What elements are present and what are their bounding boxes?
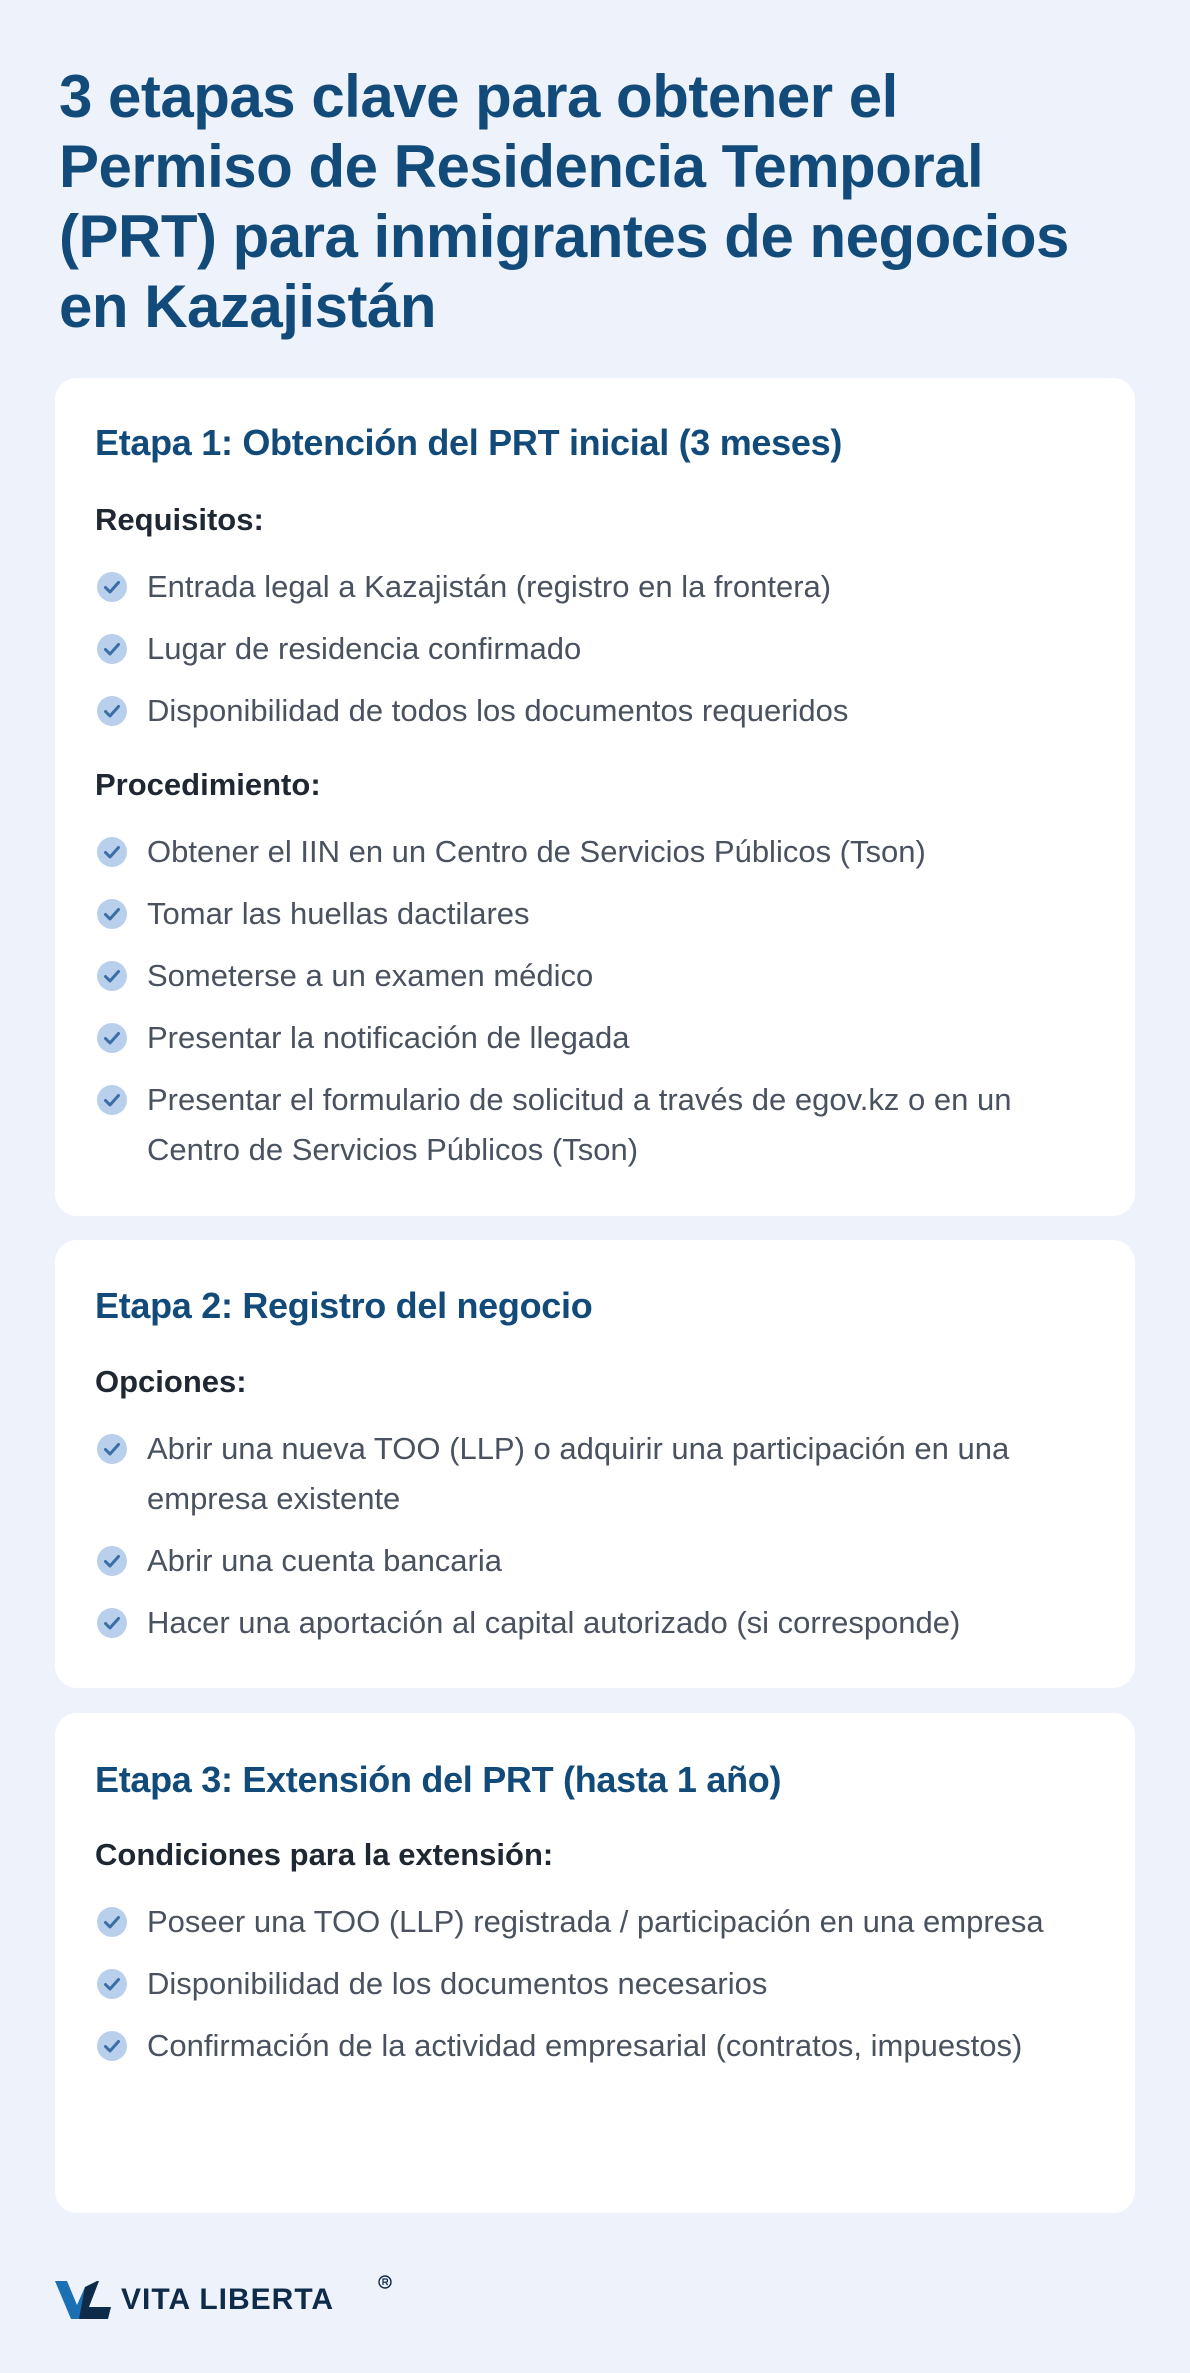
list-item: [95, 1536, 1095, 1586]
conditions-list: [95, 1897, 1095, 2083]
check-circle-icon: [97, 572, 127, 602]
list-item: [95, 889, 1095, 939]
list-item-text: Presentar el formulario de solicitud a través de egov.kz o en un Centro de Servicios Públicos (Tson): [147, 1082, 1012, 1167]
list-item: [95, 951, 1095, 1001]
list-item-text: Hacer una aportación al capital autorizado (si corresponde): [147, 1605, 961, 1640]
stage-3-card: [55, 1713, 1135, 2213]
list-item: [95, 1013, 1095, 1063]
list-item-text: Disponibilidad de los documentos necesarios: [147, 1966, 768, 2001]
check-circle-icon: [97, 1023, 127, 1053]
conditions-label: Condiciones para la extensión:: [95, 1837, 554, 1872]
list-item: [95, 686, 1095, 736]
list-item-text: Abrir una cuenta bancaria: [147, 1543, 503, 1578]
list-item: [95, 1959, 1095, 2009]
vita-liberta-logo-icon: [55, 2279, 111, 2321]
stage-2-title: Etapa 2: Registro del negocio: [95, 1285, 593, 1326]
brand-name: VITA LIBERTA: [121, 2283, 335, 2316]
check-circle-icon: [97, 634, 127, 664]
options-list: [95, 1424, 1095, 1660]
check-circle-icon: [97, 961, 127, 991]
list-item: [95, 562, 1095, 612]
list-item-text: Entrada legal a Kazajistán (registro en la frontera): [147, 569, 832, 604]
list-item: [95, 1897, 1095, 1947]
procedure-label: Procedimiento:: [95, 767, 321, 802]
list-item: [95, 827, 1095, 877]
page-title: 3 etapas clave para obtener el Permiso de Residencia Temporal (PRT) para inmigrantes de negocios en Kazajistán: [59, 63, 1069, 340]
list-item-text: Someterse a un examen médico: [147, 958, 594, 993]
stage-1-title: Etapa 1: Obtención del PRT inicial (3 meses): [95, 422, 843, 463]
check-circle-icon: [97, 899, 127, 929]
list-item: [95, 1424, 1095, 1524]
check-circle-icon: [97, 837, 127, 867]
list-item-text: Confirmación de la actividad empresarial (contratos, impuestos): [147, 2028, 1023, 2063]
procedure-list: [95, 827, 1095, 1187]
list-item-text: Disponibilidad de todos los documentos requeridos: [147, 693, 849, 728]
check-circle-icon: [97, 1608, 127, 1638]
list-item-text: Lugar de residencia confirmado: [147, 631, 582, 666]
brand-logo: [55, 2275, 334, 2325]
options-label: Opciones:: [95, 1364, 247, 1399]
check-circle-icon: [97, 1969, 127, 1999]
list-item-text: Abrir una nueva TOO (LLP) o adquirir una participación en una empresa existente: [147, 1431, 1010, 1516]
stage-3-title: Etapa 3: Extensión del PRT (hasta 1 año): [95, 1759, 782, 1800]
stage-1-card: [55, 378, 1135, 1216]
list-item: [95, 1598, 1095, 1648]
list-item-text: Obtener el IIN en un Centro de Servicios Públicos (Tson): [147, 834, 926, 869]
list-item: [95, 2021, 1095, 2071]
check-circle-icon: [97, 2031, 127, 2061]
check-circle-icon: [97, 696, 127, 726]
requirements-label: Requisitos:: [95, 502, 264, 537]
registered-mark-icon: [378, 2275, 392, 2289]
list-item: [95, 1075, 1095, 1175]
list-item-text: Tomar las huellas dactilares: [147, 896, 530, 931]
list-item-text: Poseer una TOO (LLP) registrada / participación en una empresa: [147, 1904, 1044, 1939]
check-circle-icon: [97, 1434, 127, 1464]
list-item-text: Presentar la notificación de llegada: [147, 1020, 630, 1055]
list-item: [95, 624, 1095, 674]
check-circle-icon: [97, 1546, 127, 1576]
check-circle-icon: [97, 1907, 127, 1937]
requirements-list: [95, 562, 1095, 748]
check-circle-icon: [97, 1085, 127, 1115]
stage-2-card: [55, 1240, 1135, 1688]
